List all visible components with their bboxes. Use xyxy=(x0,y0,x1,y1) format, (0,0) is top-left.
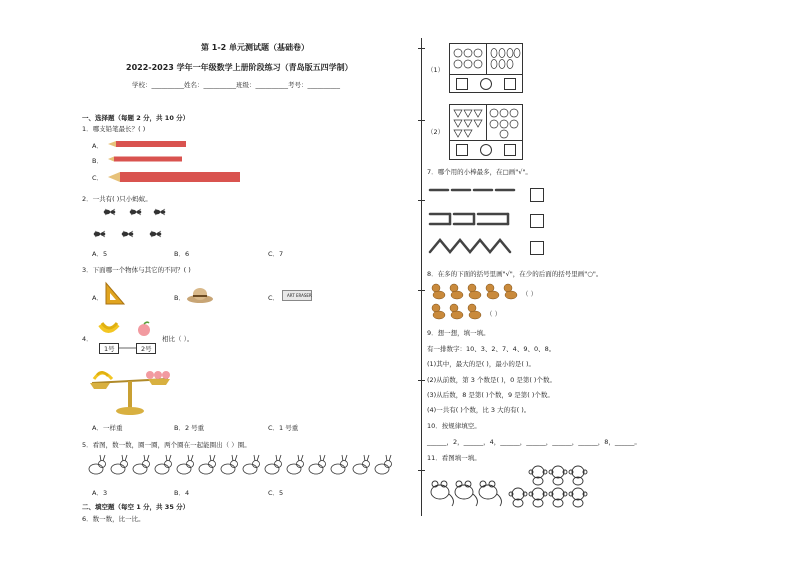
q10-sequence[interactable]: ______，2，______，4，______，______，______，______，8，______。 xyxy=(427,438,641,446)
answer-square-icon[interactable] xyxy=(504,78,516,90)
q1-option-a[interactable]: A． xyxy=(92,142,103,150)
eraser-icon xyxy=(282,290,312,301)
q8-bracket-2[interactable]: （ ） xyxy=(486,310,502,318)
q8-text: 8．在多的下面的括号里画"√"，在少的后面的括号里画"○"。 xyxy=(427,270,603,278)
answer-circle-icon[interactable] xyxy=(480,78,492,90)
apples-icon xyxy=(453,47,485,71)
peach-icon xyxy=(135,321,153,337)
q6-part1-box xyxy=(449,43,523,93)
q1-option-c[interactable]: C． xyxy=(92,174,104,182)
tag-1-label: 1号 xyxy=(104,345,115,353)
section2-heading: 二、填空题（每空 1 分，共 35 分） xyxy=(82,503,190,511)
q2-text: 2．一共有( )只小蚂蚁。 xyxy=(82,195,152,203)
q4-text: 相比（ ）。 xyxy=(162,335,194,343)
q5-text: 5．看图，数一数，圈一圈，两个圈在一起能圈出（ ）圈。 xyxy=(82,441,251,449)
q6-part2-label: （2） xyxy=(427,128,445,136)
column-divider xyxy=(421,38,422,516)
q6-part2-separator xyxy=(450,140,522,141)
q6-part1-mid xyxy=(486,44,487,74)
triangle-ruler-icon xyxy=(104,282,126,306)
q6-part2-mid xyxy=(486,105,487,140)
q8-bracket-1[interactable]: （ ） xyxy=(522,290,538,298)
q4-number: 4． xyxy=(82,335,93,343)
q5-option-c[interactable]: C．5 xyxy=(268,489,284,497)
strawberries-icon xyxy=(453,108,485,138)
q9-text: 9．想一想，填一填。 xyxy=(427,329,490,337)
answer-circle-icon[interactable] xyxy=(480,144,492,156)
q7-answer-box-1[interactable] xyxy=(530,188,544,202)
q9-sub3[interactable]: (3)从后数，8 是第( )个数，9 是第( )个数。 xyxy=(427,391,554,399)
q7-answer-box-3[interactable] xyxy=(530,241,544,255)
sticks-figures-icon xyxy=(428,186,520,256)
q2-option-a[interactable]: A．5 xyxy=(92,250,108,258)
pencil-a-icon xyxy=(108,140,188,148)
q6-part1-separator xyxy=(450,74,522,75)
pencil-b-icon xyxy=(108,156,188,162)
divider-tick xyxy=(418,380,425,381)
q4-option-c[interactable]: C．1 号重 xyxy=(268,424,299,432)
answer-square-icon[interactable] xyxy=(456,144,468,156)
divider-tick xyxy=(418,470,425,471)
q4-option-a[interactable]: A．一样重 xyxy=(92,424,123,432)
q2-option-c[interactable]: C．7 xyxy=(268,250,284,258)
divider-tick xyxy=(418,200,425,201)
q1-text: 1．哪支铅笔最长？( ) xyxy=(82,125,146,133)
answer-square-icon[interactable] xyxy=(504,144,516,156)
page-title: 第 1-2 单元测试题（基础卷） xyxy=(201,43,310,52)
balance-scale-icon xyxy=(86,365,174,417)
q10-text: 10．按规律填空。 xyxy=(427,422,481,430)
q7-text: 7．哪个用的小棒最多，在□画"√"。 xyxy=(427,168,532,176)
q7-answer-box-2[interactable] xyxy=(530,214,544,228)
rabbits-icon xyxy=(88,455,408,477)
peaches-icon xyxy=(489,108,521,138)
q1-option-b[interactable]: B． xyxy=(92,157,103,165)
q11-text: 11．看图填一填。 xyxy=(427,454,481,462)
q4-option-b[interactable]: B．2 号重 xyxy=(174,424,205,432)
divider-tick xyxy=(418,120,425,121)
tag-2 xyxy=(136,343,156,354)
divider-tick xyxy=(418,290,425,291)
q9-sub1[interactable]: (1)其中，最大的是( )，最小的是( )。 xyxy=(427,360,535,368)
q3-option-c[interactable]: C． xyxy=(268,294,280,302)
q6-part1-label: （1） xyxy=(427,66,445,74)
tag-1 xyxy=(99,343,119,354)
section1-heading: 一、选择题（每题 2 分，共 10 分） xyxy=(82,114,190,122)
q5-option-b[interactable]: B．4 xyxy=(174,489,190,497)
q3-text: 3．下面哪一个物体与其它的不同？( ) xyxy=(82,266,191,274)
q2-option-b[interactable]: B．6 xyxy=(174,250,190,258)
eraser-label: ART ERASER xyxy=(287,293,312,298)
pencil-c-icon xyxy=(108,171,242,183)
q5-option-a[interactable]: A．3 xyxy=(92,489,108,497)
q3-option-a[interactable]: A． xyxy=(92,294,103,302)
banana-icon xyxy=(98,321,120,337)
page-subtitle: 2022-2023 学年一年级数学上册阶段练习（青岛版五四学制） xyxy=(126,63,353,72)
ants-icon xyxy=(92,206,182,246)
connector-line xyxy=(119,345,137,351)
q9-number-list: 有一排数字：10、3、2、7、4、9、0、8。 xyxy=(427,345,556,353)
mice-monkeys-icon xyxy=(430,464,590,510)
hat-icon xyxy=(186,286,214,304)
divider-tick xyxy=(418,48,425,49)
q9-sub4[interactable]: (4)一共有( )个数，比 3 大的有( )。 xyxy=(427,406,531,414)
q3-option-b[interactable]: B． xyxy=(174,294,185,302)
answer-square-icon[interactable] xyxy=(456,78,468,90)
tag-2-label: 2号 xyxy=(141,345,152,353)
q6-part2-box xyxy=(449,104,523,160)
pears-icon xyxy=(489,47,521,71)
q9-sub2[interactable]: (2)从前数，第 3 个数是( )，0 是第( )个数。 xyxy=(427,376,556,384)
cats-icon xyxy=(430,283,522,323)
student-info-line: 学校：__________姓名：__________班级：__________考号：__________ xyxy=(132,81,340,89)
q6-text: 6．数一数，比一比。 xyxy=(82,515,145,523)
